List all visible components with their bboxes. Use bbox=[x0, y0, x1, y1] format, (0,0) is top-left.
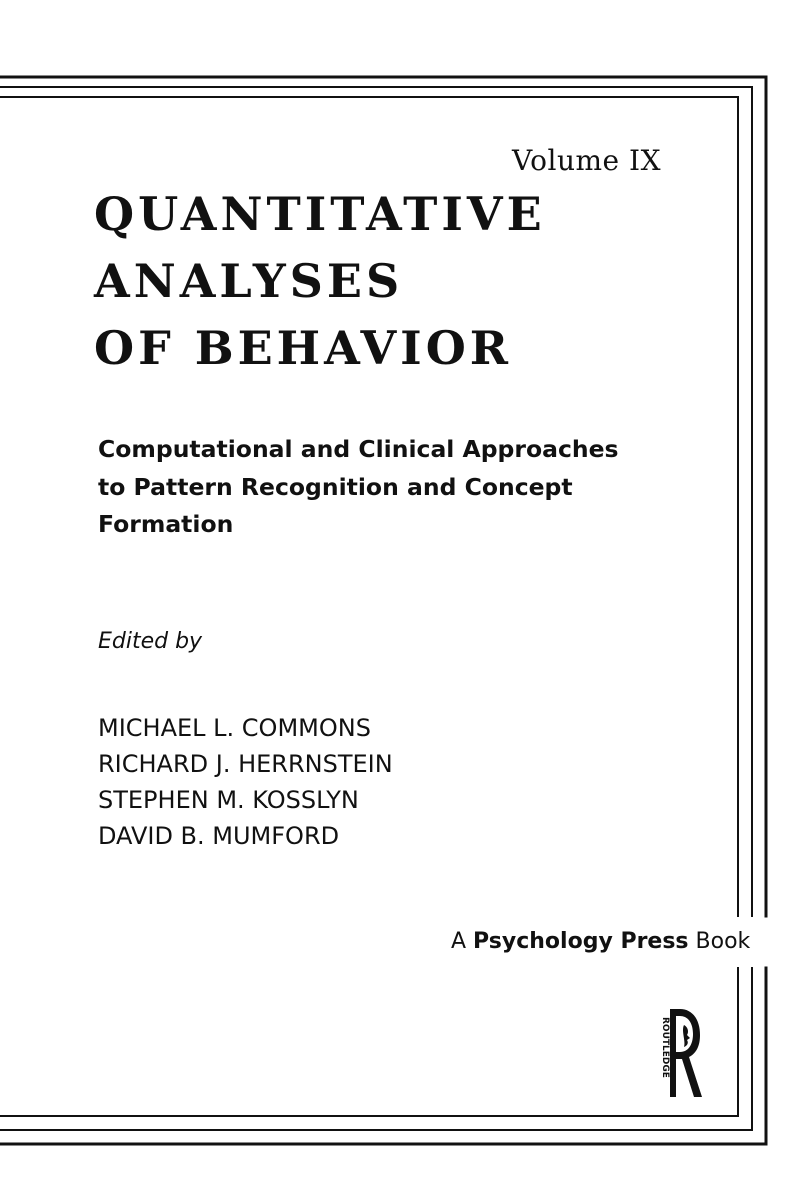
editor-name: DAVID B. MUMFORD bbox=[98, 822, 340, 850]
imprint-suffix: Book bbox=[688, 929, 751, 954]
book-subtitle-line-1: Computational and Clinical Approaches bbox=[98, 435, 619, 463]
book-subtitle-line-3: Formation bbox=[98, 510, 234, 538]
book-title-line-2: ANALYSES bbox=[94, 254, 404, 308]
volume-number: Volume IX bbox=[512, 144, 662, 177]
logo-wordmark: ROUTLEDGE bbox=[660, 1017, 670, 1078]
editor-name: MICHAEL L. COMMONS bbox=[98, 714, 371, 742]
editor-name: RICHARD J. HERRNSTEIN bbox=[98, 750, 393, 778]
editor-name: STEPHEN M. KOSSLYN bbox=[98, 786, 359, 814]
book-title-line-1: QUANTITATIVE bbox=[94, 187, 546, 241]
imprint-brand: Psychology Press bbox=[473, 929, 689, 954]
book-subtitle-line-2: to Pattern Recognition and Concept bbox=[98, 473, 573, 501]
edited-by-label: Edited by bbox=[98, 629, 203, 654]
routledge-logo-icon bbox=[654, 1005, 704, 1105]
imprint-prefix: A bbox=[451, 929, 474, 954]
publisher-imprint bbox=[441, 925, 758, 959]
book-title-line-3: OF BEHAVIOR bbox=[94, 321, 512, 375]
